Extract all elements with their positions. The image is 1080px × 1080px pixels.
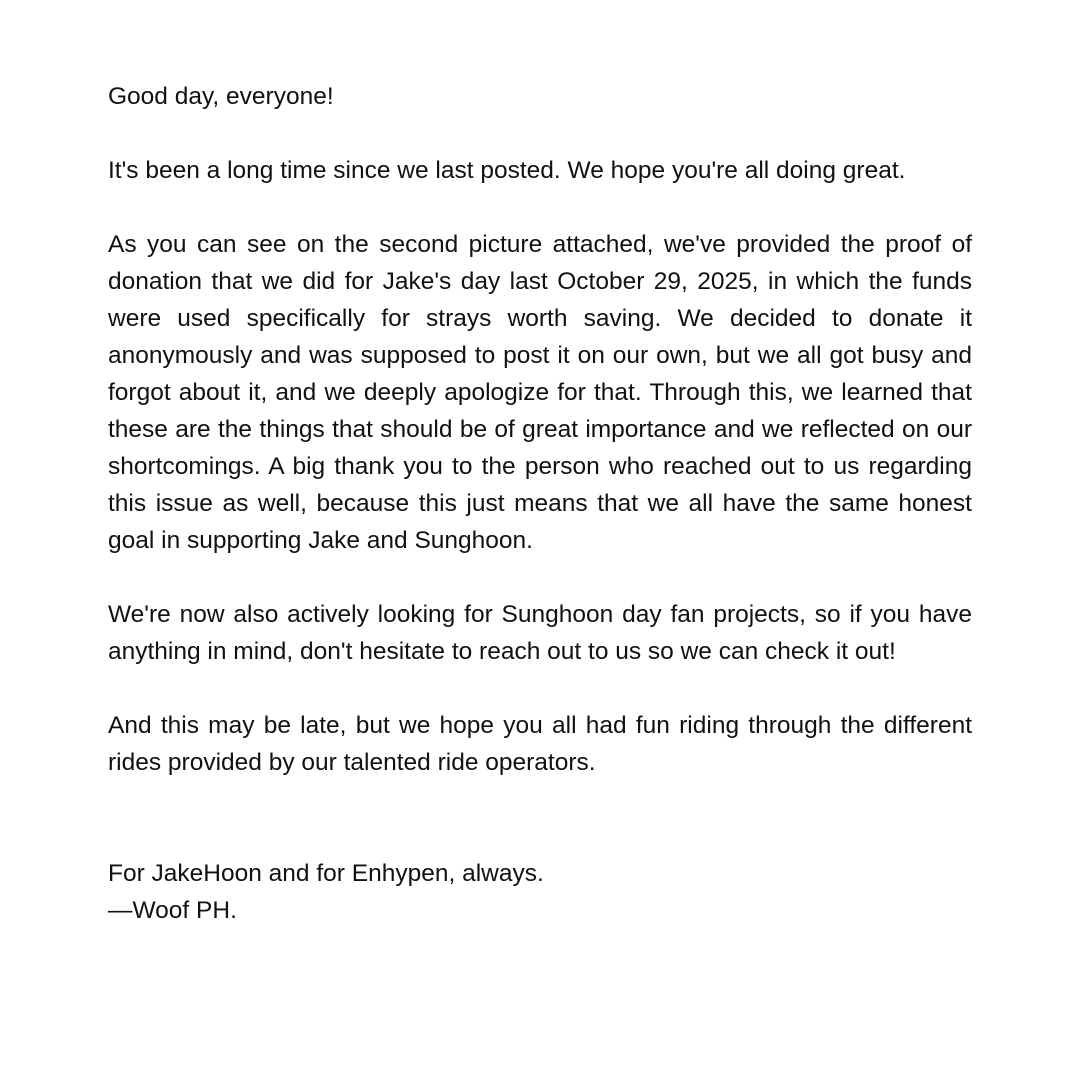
paragraph-intro: It's been a long time since we last posted. We hope you're all doing great. xyxy=(108,157,906,184)
paragraph-fan-projects: We're now also actively looking for Sunghoon day fan projects, so if you have anything in mind, don't hesitate to reach out to us so we can check it out! xyxy=(108,601,972,665)
signoff xyxy=(108,855,972,929)
greeting: Good day, everyone! xyxy=(108,83,334,110)
closing-line: For JakeHoon and for Enhypen, always. xyxy=(108,860,544,887)
paragraph-donation: As you can see on the second picture attached, we've provided the proof of donation that we did for Jake's day last October 29, 2025, in which the funds were used specifically for strays worth saving. We decided to donate it anonymously and was supposed to post it on our own, but we all got busy and forgot about it, and we deeply apologize for that. Through this, we learned that these are the things that should be of great importance and we reflected on our shortcomings. A big thank you to the person who reached out to us regarding this issue as well, because this just means that we all have the same honest goal in supporting Jake and Sunghoon. xyxy=(108,231,972,554)
letter-body xyxy=(108,78,972,929)
paragraph-rides: And this may be late, but we hope you all had fun riding through the different rides provided by our talented ride operators. xyxy=(108,712,972,776)
signature: —Woof PH. xyxy=(108,897,237,924)
